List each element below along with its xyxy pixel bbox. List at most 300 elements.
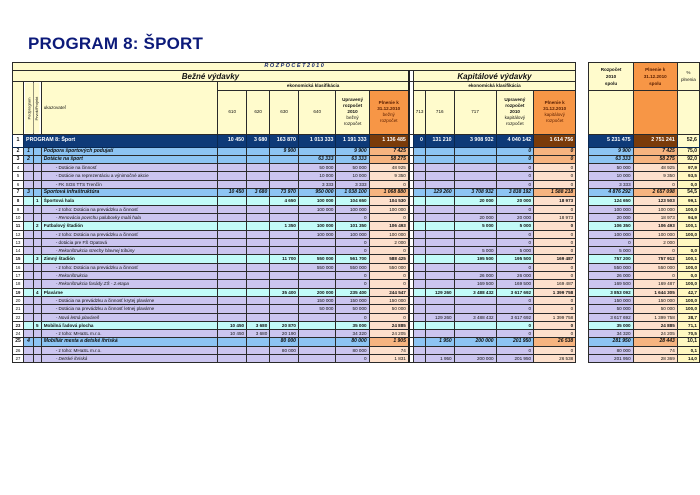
subprogram-number <box>24 180 34 188</box>
cell-tp: 123 503 <box>633 197 677 205</box>
cell-k717 <box>454 346 496 354</box>
cell-cpl: 1 068 880 <box>369 189 409 197</box>
cell-k713 <box>413 155 425 163</box>
row-number: 17 <box>13 272 24 280</box>
cell-c620 <box>247 305 270 313</box>
table-row <box>13 247 700 255</box>
cell-tr: 80 000 <box>589 346 633 354</box>
cell-tp: 550 000 <box>633 263 677 271</box>
cell-tr: 100 000 <box>589 230 633 238</box>
cell-k717 <box>454 164 496 172</box>
cell-cpl: 0 <box>369 213 409 221</box>
spacer <box>576 247 589 255</box>
cell-kpl: 0 <box>534 346 576 354</box>
row-number: 22 <box>13 313 24 321</box>
subprogram-number <box>24 238 34 246</box>
cell-kup: 3 617 692 <box>496 313 534 321</box>
subprogram-number <box>24 313 34 321</box>
row-number: 11 <box>13 222 24 230</box>
project-number: 2 <box>33 222 41 230</box>
row-label: - Rekonštrukcia <box>41 272 218 280</box>
cell-cup: 235 400 <box>336 288 369 296</box>
cell-c610 <box>218 238 247 246</box>
spacer <box>576 213 589 221</box>
cell-c640 <box>298 313 336 321</box>
cell-c640: 63 333 <box>298 155 336 163</box>
spacer <box>576 330 589 338</box>
row-number: 4 <box>13 164 24 172</box>
cell-k713 <box>413 164 425 172</box>
cell-k713 <box>413 288 425 296</box>
row-number: 8 <box>13 197 24 205</box>
cell-kpl: 18 973 <box>534 197 576 205</box>
cell-kup: 0 <box>496 172 534 180</box>
row-number: 7 <box>13 189 24 197</box>
row-number: 12 <box>13 230 24 238</box>
spacer <box>576 338 589 346</box>
cell-pct: 97,9 <box>677 164 699 172</box>
cell-kpl: 0 <box>534 230 576 238</box>
cell-c640 <box>298 247 336 255</box>
total-fulfilment-header <box>633 63 677 91</box>
cell-c640: 100 000 <box>298 222 336 230</box>
cell-k713 <box>413 213 425 221</box>
spacer <box>633 90 677 134</box>
row-number: 16 <box>13 263 24 271</box>
cell-tr: 9 900 <box>589 147 633 155</box>
cell-c640: 100 000 <box>298 230 336 238</box>
cell-tr: 10 000 <box>589 172 633 180</box>
cell-tr: 201 950 <box>589 355 633 363</box>
cell-k717 <box>454 230 496 238</box>
cell-c630 <box>270 164 299 172</box>
cell-c640: 950 000 <box>298 189 336 197</box>
cell-c630 <box>270 305 299 313</box>
cell-k717: 20 000 <box>454 197 496 205</box>
cell-c620 <box>247 164 270 172</box>
row-number: 18 <box>13 280 24 288</box>
cell-tp: 1 399 758 <box>633 313 677 321</box>
cell-cup: 63 333 <box>336 155 369 163</box>
cell-k716: 131 210 <box>425 134 454 147</box>
project-number: 1 <box>33 197 41 205</box>
cell-k716 <box>425 222 454 230</box>
spacer <box>576 263 589 271</box>
program-total-row <box>13 134 700 147</box>
cell-k717 <box>454 296 496 304</box>
cell-tr: 26 000 <box>589 272 633 280</box>
spacer <box>576 305 589 313</box>
cell-kup: 0 <box>496 205 534 213</box>
cell-pct: 100,0 <box>677 305 699 313</box>
spacer <box>576 90 589 134</box>
cell-kup: 0 <box>496 147 534 155</box>
cell-k713 <box>413 321 425 329</box>
cell-c630: 1 350 <box>270 222 299 230</box>
cell-c620 <box>247 230 270 238</box>
cell-c630 <box>270 213 299 221</box>
header-text: kapitálový <box>504 115 526 121</box>
cell-pct: 93,5 <box>677 172 699 180</box>
cell-c620 <box>247 197 270 205</box>
cell-kup: 169 500 <box>496 280 534 288</box>
cell-c620 <box>247 355 270 363</box>
cell-k717 <box>454 263 496 271</box>
cell-c610 <box>218 355 247 363</box>
cell-k717: 26 000 <box>454 272 496 280</box>
cell-tp: 150 000 <box>633 296 677 304</box>
header-text: spolu <box>649 80 662 86</box>
row-number: 26 <box>13 346 24 354</box>
code-630: 630 <box>270 90 299 134</box>
row-label: Mobiliár mesta a detské ihriská <box>41 338 218 346</box>
cell-cpl: 244 547 <box>369 288 409 296</box>
budget-title: R O Z P O Č E T 2 0 1 0 <box>13 63 576 71</box>
cell-k717 <box>454 205 496 213</box>
cell-k716 <box>425 280 454 288</box>
cell-c630: 163 870 <box>270 134 299 147</box>
cell-cup: 550 000 <box>336 263 369 271</box>
code-620: 620 <box>247 90 270 134</box>
project-number <box>33 330 41 338</box>
cell-kup: 0 <box>496 346 534 354</box>
subprogram-number <box>24 280 34 288</box>
cell-tr: 35 000 <box>589 321 633 329</box>
cell-c630 <box>270 247 299 255</box>
cell-c610 <box>218 272 247 280</box>
spacer <box>576 288 589 296</box>
cell-k716: 1 950 <box>425 355 454 363</box>
cell-k717: 169 500 <box>454 280 496 288</box>
table-row <box>13 288 700 296</box>
row-number: 9 <box>13 205 24 213</box>
cell-cpl: 1 831 <box>369 355 409 363</box>
cell-k713 <box>413 180 425 188</box>
cell-cup: 150 000 <box>336 296 369 304</box>
cell-kpl: 0 <box>534 164 576 172</box>
cell-c630 <box>270 296 299 304</box>
cell-k713 <box>413 255 425 263</box>
cell-c610: 10 450 <box>218 321 247 329</box>
row-label: - z toho: Dotácia na prevádzku a činnosť <box>41 230 218 238</box>
row-number: 24 <box>13 330 24 338</box>
cell-tr: 34 320 <box>589 330 633 338</box>
subprogram-number <box>24 305 34 313</box>
table-row <box>13 355 700 363</box>
row-label: Športová infraštruktúra <box>41 189 218 197</box>
row-label: - Dotácie na činnosť <box>41 164 218 172</box>
project-number <box>33 313 41 321</box>
cell-c610 <box>218 255 247 263</box>
cell-k713 <box>413 147 425 155</box>
project-number <box>33 355 41 363</box>
spacer <box>576 164 589 172</box>
cell-kpl: 1 588 218 <box>534 189 576 197</box>
cell-k713 <box>413 205 425 213</box>
cell-k716 <box>425 238 454 246</box>
project-number <box>33 338 41 346</box>
cell-c610 <box>218 197 247 205</box>
cell-kpl: 1 614 756 <box>534 134 576 147</box>
cell-c620 <box>247 272 270 280</box>
cell-pct: 100,1 <box>677 255 699 263</box>
project-number: 3 <box>33 255 41 263</box>
project-number: 4 <box>33 288 41 296</box>
cell-k717 <box>454 305 496 313</box>
code-640: 640 <box>298 90 336 134</box>
row-label: Podpora športových podujatí <box>41 147 218 155</box>
cell-k717: 5 000 <box>454 222 496 230</box>
header-text: plnenia <box>680 77 696 83</box>
cell-k717: 3 908 932 <box>454 134 496 147</box>
cell-c610 <box>218 263 247 271</box>
cell-c610 <box>218 313 247 321</box>
cell-kup: 4 040 142 <box>496 134 534 147</box>
cell-cup: 0 <box>336 247 369 255</box>
row-label: Športová hala <box>41 197 218 205</box>
cell-tr: 5 231 475 <box>589 134 633 147</box>
cell-c610 <box>218 172 247 180</box>
cell-pct: 14,0 <box>677 355 699 363</box>
row-number: 21 <box>13 305 24 313</box>
table-row <box>13 280 700 288</box>
cell-kup: 0 <box>496 164 534 172</box>
table-row <box>13 263 700 271</box>
cell-kup: 26 000 <box>496 272 534 280</box>
subprogram-number: 2 <box>24 155 34 163</box>
row-label: - Rekonštrukcia fasády ZŠ - 2.etapa <box>41 280 218 288</box>
cell-c620 <box>247 338 270 346</box>
subprogram-number <box>24 213 34 221</box>
row-label: Mobilná ľadová plocha <box>41 321 218 329</box>
project-number <box>33 272 41 280</box>
cell-c620 <box>247 180 270 188</box>
cell-c630 <box>270 280 299 288</box>
cell-kpl: 0 <box>534 155 576 163</box>
cell-c630 <box>270 272 299 280</box>
cell-k717 <box>454 330 496 338</box>
spacer <box>677 90 699 134</box>
cell-c610 <box>218 280 247 288</box>
cell-kup: 0 <box>496 330 534 338</box>
row-label: - Detské ihriská <box>41 355 218 363</box>
row-number: 27 <box>13 355 24 363</box>
subprogram-number <box>24 255 34 263</box>
cell-c620: 3 680 <box>247 134 270 147</box>
cell-cpl: 0 <box>369 280 409 288</box>
cell-c630 <box>270 263 299 271</box>
cell-k717: 3 488 432 <box>454 313 496 321</box>
cell-cup: 0 <box>336 238 369 246</box>
cell-c630 <box>270 238 299 246</box>
cell-tp: 757 912 <box>633 255 677 263</box>
cell-cpl: 100 000 <box>369 205 409 213</box>
project-number <box>33 205 41 213</box>
table-row <box>13 213 700 221</box>
cell-cpl: 58 275 <box>369 155 409 163</box>
cell-kup: 0 <box>496 230 534 238</box>
cell-c620: 3 680 <box>247 321 270 329</box>
cell-tr: 757 200 <box>589 255 633 263</box>
cell-c640 <box>298 338 336 346</box>
spacer <box>576 280 589 288</box>
project-number <box>33 346 41 354</box>
table-row <box>13 155 700 163</box>
subprogram-number <box>24 321 34 329</box>
header-text: rozpočet <box>545 118 564 124</box>
cell-pct: 94,9 <box>677 213 699 221</box>
subprogram-number <box>24 288 34 296</box>
subprogram-number <box>24 172 34 180</box>
cell-c630 <box>270 230 299 238</box>
cell-c610: 10 450 <box>218 189 247 197</box>
cell-k717 <box>454 321 496 329</box>
cell-c630: 9 900 <box>270 147 299 155</box>
spacer <box>576 155 589 163</box>
cell-cup: 50 000 <box>336 305 369 313</box>
cell-cup: 0 <box>336 280 369 288</box>
cell-c610 <box>218 213 247 221</box>
current-fulfilment-header <box>369 90 409 134</box>
cell-kpl: 0 <box>534 205 576 213</box>
cell-tr: 550 000 <box>589 263 633 271</box>
header-text: spolu <box>604 80 618 86</box>
cell-cup: 0 <box>336 313 369 321</box>
cell-kup: 195 500 <box>496 255 534 263</box>
cell-tp: 58 275 <box>633 155 677 163</box>
cell-cup: 100 000 <box>336 230 369 238</box>
cell-c610: 10 450 <box>218 330 247 338</box>
table-row <box>13 255 700 263</box>
cell-k716 <box>425 346 454 354</box>
cell-pct <box>677 238 699 246</box>
cell-k716 <box>425 205 454 213</box>
cell-cpl: 9 350 <box>369 172 409 180</box>
project-number <box>33 280 41 288</box>
cell-cup: 80 000 <box>336 338 369 346</box>
header-text: bežný <box>382 112 395 118</box>
cell-k717: 200 000 <box>454 355 496 363</box>
header-text: rozpočet <box>505 103 525 109</box>
spacer <box>576 147 589 155</box>
cell-cpl: 74 <box>369 346 409 354</box>
cell-k713 <box>413 197 425 205</box>
percent-header <box>677 63 699 91</box>
cell-c620: 3 680 <box>247 189 270 197</box>
project-number: 5 <box>33 321 41 329</box>
cell-c630: 20 870 <box>270 321 299 329</box>
table-row <box>13 222 700 230</box>
cell-c610 <box>218 346 247 354</box>
cell-c610 <box>218 147 247 155</box>
cell-c630 <box>270 355 299 363</box>
cell-kpl: 26 538 <box>534 355 576 363</box>
table-row <box>13 205 700 213</box>
row-number: 13 <box>13 238 24 246</box>
cell-pct: 0,0 <box>677 272 699 280</box>
project-number <box>33 155 41 163</box>
cell-pct: 0,0 <box>677 180 699 188</box>
cell-k713 <box>413 263 425 271</box>
cell-tr: 100 000 <box>589 205 633 213</box>
spacer <box>576 172 589 180</box>
project-number <box>33 238 41 246</box>
cell-c610 <box>218 305 247 313</box>
cell-pct: 0,0 <box>677 247 699 255</box>
cell-k716: 129 260 <box>425 189 454 197</box>
cell-kup: 20 000 <box>496 197 534 205</box>
header-text: rozpočet <box>506 121 524 127</box>
header-text: Upravený <box>342 97 364 103</box>
cell-pct: 38,7 <box>677 313 699 321</box>
cell-tp: 24 885 <box>633 321 677 329</box>
cell-kup: 20 000 <box>496 213 534 221</box>
cell-kup: 5 000 <box>496 247 534 255</box>
cell-tp: 169 487 <box>633 280 677 288</box>
cell-c620 <box>247 147 270 155</box>
cell-cpl: 0 <box>369 180 409 188</box>
cell-tr: 50 000 <box>589 305 633 313</box>
cell-k713 <box>413 313 425 321</box>
cell-k716: 129 260 <box>425 288 454 296</box>
spacer <box>576 222 589 230</box>
row-label: PROGRAM 8: Šport <box>24 134 218 147</box>
cell-k713 <box>413 247 425 255</box>
spacer <box>576 134 589 147</box>
cell-cup: 100 000 <box>336 205 369 213</box>
cell-tp: 0 <box>633 272 677 280</box>
cell-c640 <box>298 346 336 354</box>
cell-kpl: 0 <box>534 321 576 329</box>
cell-kpl: 169 487 <box>534 280 576 288</box>
current-adjusted-budget-header <box>336 90 369 134</box>
capital-adjusted-budget-header <box>496 90 534 134</box>
code-610: 610 <box>218 90 247 134</box>
subprogram-number: 3 <box>24 189 34 197</box>
cell-kup: 0 <box>496 263 534 271</box>
classification-label: ekonomická klasifikácia <box>413 82 575 90</box>
subprogram-number <box>24 272 34 280</box>
cell-k716 <box>425 172 454 180</box>
cell-c620 <box>247 155 270 163</box>
capital-fulfilment-header <box>534 90 576 134</box>
project-number <box>33 164 41 172</box>
cell-c640: 10 000 <box>298 172 336 180</box>
cell-k717 <box>454 147 496 155</box>
subprogram-header: Podprogram <box>24 82 34 134</box>
cell-c620 <box>247 172 270 180</box>
cell-k713 <box>413 280 425 288</box>
cell-k713 <box>413 189 425 197</box>
table-row <box>13 346 700 354</box>
cell-kpl: 1 399 758 <box>534 313 576 321</box>
spacer <box>576 355 589 363</box>
cell-k717: 3 708 932 <box>454 189 496 197</box>
budget-table <box>12 62 700 363</box>
table-row <box>13 272 700 280</box>
cell-c640: 200 000 <box>298 288 336 296</box>
cell-c640: 1 013 333 <box>298 134 336 147</box>
cell-cup: 1 038 100 <box>336 189 369 197</box>
cell-cpl: 1 905 <box>369 338 409 346</box>
spacer <box>589 90 633 134</box>
cell-tp: 1 644 305 <box>633 288 677 296</box>
cell-tp: 18 973 <box>633 213 677 221</box>
cell-cpl: 7 425 <box>369 147 409 155</box>
cell-c620 <box>247 255 270 263</box>
header-text: 2010 <box>509 109 520 115</box>
table-row <box>13 172 700 180</box>
